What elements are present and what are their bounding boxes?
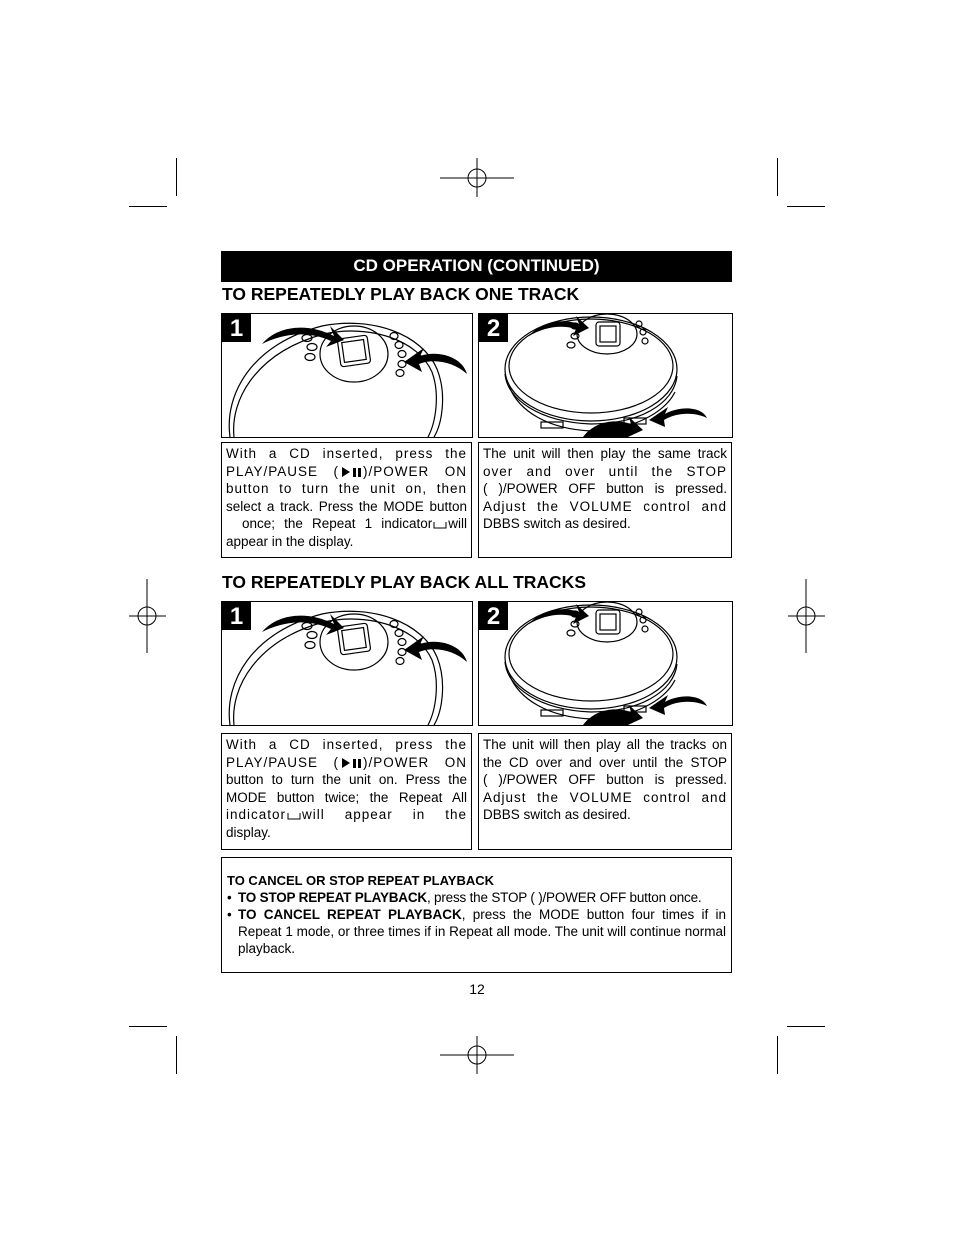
cancel-repeat-box (221, 857, 732, 973)
play-pause-icon (339, 466, 363, 478)
section-title-all-tracks: TO REPEATEDLY PLAY BACK ALL TRACKS (222, 572, 586, 592)
step-number: 1 (222, 314, 251, 342)
repeat-all-icon (286, 811, 302, 821)
cd-player-side-drawing (479, 314, 732, 437)
list-item: • TO STOP REPEAT PLAYBACK, press the STOP ( )/POWER OFF button once. (227, 890, 702, 905)
instruction-text-step2: The unit will then play all the tracks on the CD over and over until the STOP ( )/POWER OFF button is pressed. Adjust the VOLUME control and DBBS switch as desired. (478, 733, 732, 850)
illustration-step1-play (221, 601, 473, 726)
step-number: 2 (479, 314, 508, 342)
illustration-step2-stop (478, 313, 733, 438)
cd-player-front-drawing (222, 314, 472, 437)
repeat-1-icon (432, 520, 448, 530)
illustration-step2-stop (478, 601, 733, 726)
page-header-bar: CD OPERATION (CONTINUED) (221, 251, 732, 282)
step-number: 2 (479, 602, 508, 630)
illustration-step1-play (221, 313, 473, 438)
cancel-title: TO CANCEL OR STOP REPEAT PLAYBACK (227, 873, 495, 888)
arrow-shape (404, 636, 467, 662)
cd-player-front-drawing (222, 602, 472, 725)
page-number: 12 (469, 981, 485, 997)
section-title-one-track: TO REPEATEDLY PLAY BACK ONE TRACK (222, 284, 580, 304)
arrow-shape (404, 348, 467, 374)
play-pause-icon (339, 757, 363, 769)
list-item: • TO CANCEL REPEAT PLAYBACK, press the MODE button four times if in Repeat 1 mode, or three times if in Repeat all mode. The unit will continue normal playback. (227, 907, 727, 956)
instruction-text-step2: The unit will then play the same track over and over until the STOP ( )/POWER OFF button is pressed. Adjust the VOLUME control and DBBS switch as desired. (478, 442, 732, 558)
step-number: 1 (222, 602, 251, 630)
arrow-shape (649, 695, 707, 715)
instruction-text-step1: With a CD inserted, press the PLAY/PAUSE ( )/POWER ON button to turn the unit on. Press the MODE button twice; the Repeat All indicator will appear in the display. (221, 733, 472, 850)
arrow-shape (649, 407, 707, 427)
cd-player-side-drawing (479, 602, 732, 725)
instruction-text-step1: With a CD inserted, press the PLAY/PAUSE ( )/POWER ON button to turn the unit on, then select a track. Press the MODE button once; the Repeat 1 indicator will appear in the display. (221, 442, 472, 558)
